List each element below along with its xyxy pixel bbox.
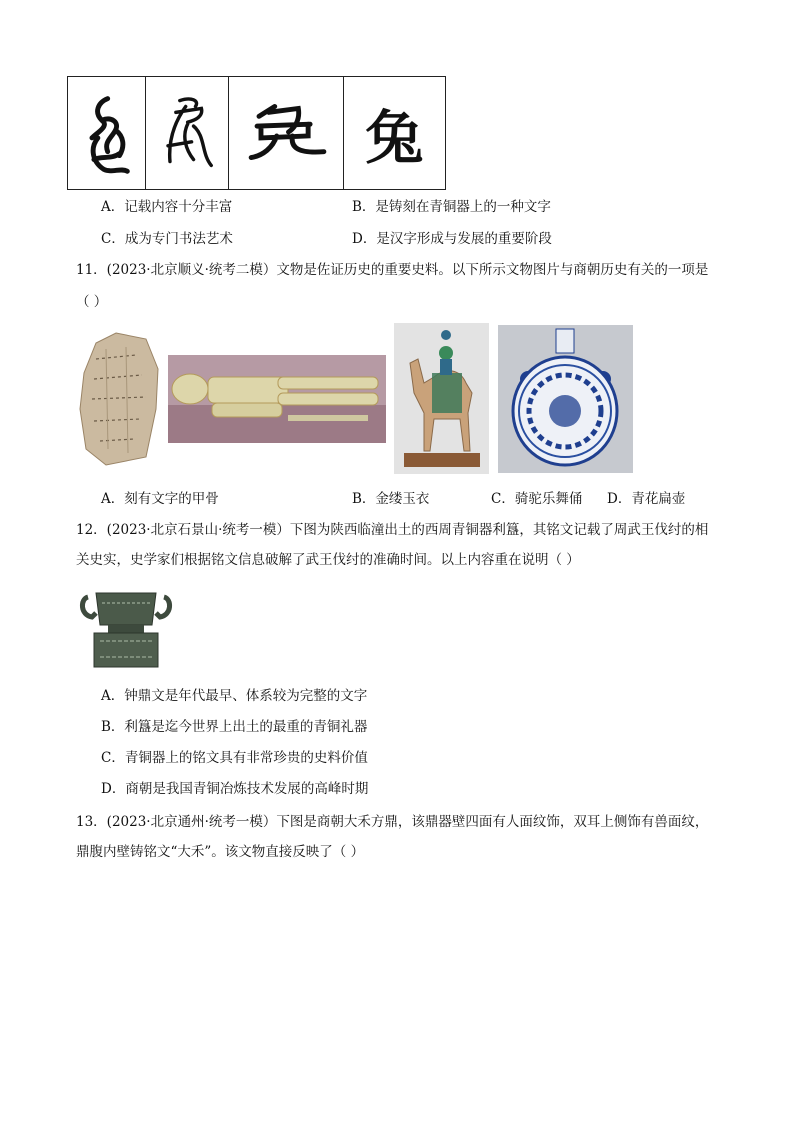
q11-stem-line1: 11．(2023·北京顺义·统考二模）文物是佐证历史的重要史料。以下所示文物图片与商朝历史有关的一项是 [76,262,709,278]
q12-option-b[interactable]: B．利簋是迄今世界上出土的最重的青铜礼器 [101,719,368,735]
seal-glyph-image [229,77,343,189]
clerical-glyph-cell [344,77,445,189]
q12-stem-line1: 12．(2023·北京石景山·统考一模）下图为陕西临潼出土的西周青铜器利簋，其铭文记载了周武王伐纣的相 [76,522,709,538]
q11-stem-line2: （ ） [76,294,108,310]
q10-option-a[interactable]: A．记载内容十分丰富 [101,199,233,215]
blue-white-flask-image [498,325,633,473]
oracle-bone-glyph-image [68,77,145,189]
q10-option-c[interactable]: C．成为专门书法艺术 [101,231,233,247]
jade-burial-suit-image [168,355,386,443]
clerical-glyph-char: 兔 [365,104,424,172]
glyph-table [67,76,446,190]
camel-figurine-image [394,323,489,474]
oracle-bone-image [76,329,161,467]
oracle-bone-glyph-cell [68,77,146,189]
q11-option-b[interactable]: B．金缕玉衣 [352,491,430,507]
seal-glyph-cell [229,77,344,189]
q10-option-b[interactable]: B．是铸刻在青铜器上的一种文字 [352,199,551,215]
q11-option-a[interactable]: A．刻有文字的甲骨 [101,491,219,507]
bronze-glyph-cell [146,77,228,189]
q12-option-d[interactable]: D．商朝是我国青铜冶炼技术发展的高峰时期 [101,781,369,797]
q11-option-d[interactable]: D．青花扁壶 [607,491,686,507]
q12-option-c[interactable]: C．青铜器上的铭文具有非常珍贵的史料价值 [101,750,368,766]
q13-stem-line2: 鼎腹内壁铸铭文“大禾”。该文物直接反映了（ ） [76,844,365,860]
q10-option-d[interactable]: D．是汉字形成与发展的重要阶段 [352,231,552,247]
li-gui-bronze-image [78,585,174,671]
q13-stem-line1: 13．(2023·北京通州·统考一模）下图是商朝大禾方鼎，该鼎器壁四面有人面纹饰，双耳上侧饰有兽面纹， [76,814,709,830]
q12-stem-line2: 关史实，史学家们根据铭文信息破解了武王伐纣的准确时间。以上内容重在说明（ ） [76,552,580,568]
bronze-glyph-image [146,77,227,189]
q11-option-c[interactable]: C．骑驼乐舞俑 [491,491,583,507]
q12-option-a[interactable]: A．钟鼎文是年代最早、体系较为完整的文字 [101,688,368,704]
